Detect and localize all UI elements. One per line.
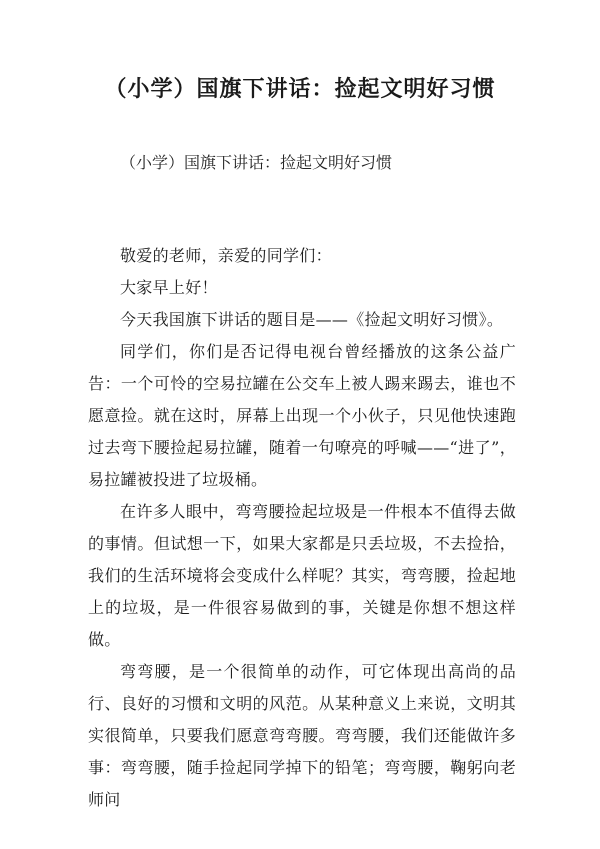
document-title: （小学）国旗下讲话：捡起文明好习惯 bbox=[104, 77, 496, 102]
paragraph-greeting: 敬爱的老师，亲爱的同学们： bbox=[120, 246, 332, 265]
document-subtitle: （小学）国旗下讲话：捡起文明好习惯 bbox=[120, 153, 393, 172]
paragraph-topic: 今天我国旗下讲话的题目是——《捡起文明好习惯》。 bbox=[120, 310, 504, 329]
paragraph-reflection: 在许多人眼中，弯弯腰捡起垃圾是一件根本不值得去做的事情。但试想一下，如果大家都是只丢垃圾，不去捡拾，我们的生活环境将会变成什么样呢？其实，弯弯腰，捡起地上的垃圾，是一件很容易做到的事，关键是你想不想这样做。 bbox=[88, 502, 516, 649]
paragraph-bend-down: 弯弯腰，是一个很简单的动作，可它体现出高尚的品行、良好的习惯和文明的风范。从某种意义上来说，文明其实很简单，只要我们愿意弯弯腰。弯弯腰，我们还能做许多事：弯弯腰，随手捡起同学掉下的铅笔；弯弯腰，鞠躬向老师问 bbox=[88, 662, 516, 809]
paragraph-good-morning: 大家早上好！ bbox=[120, 278, 218, 297]
document-body bbox=[88, 240, 516, 816]
paragraph-ad-story: 同学们，你们是否记得电视台曾经播放的这条公益广告：一个可怜的空易拉罐在公交车上被人踢来踢去，谁也不愿意捡。就在这时，屏幕上出现一个小伙子，只见他快速跑过去弯下腰捡起易拉罐，随着一句嘹亮的呼喊——“进了”，易拉罐被投进了垃圾桶。 bbox=[88, 342, 516, 489]
